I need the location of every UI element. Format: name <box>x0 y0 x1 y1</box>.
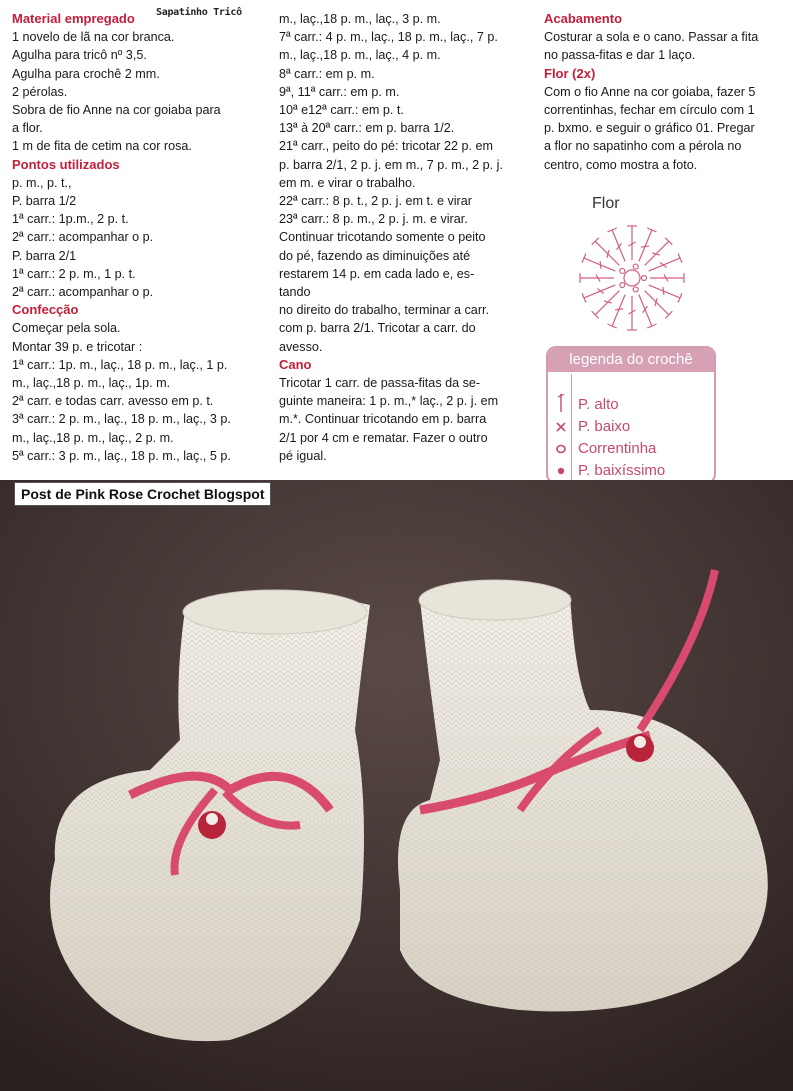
text-line: 1ª carr.: 2 p. m., 1 p. t. <box>12 266 136 281</box>
text-line: 8ª carr.: em p. m. <box>279 66 375 81</box>
text-line: correntinhas, fechar em círculo com 1 <box>544 103 755 118</box>
text-line: 21ª carr., peito do pé: tricotar 22 p. em <box>279 139 493 154</box>
text-line: 9ª, 11ª carr.: em p. m. <box>279 84 400 99</box>
chart-stitch <box>584 258 615 271</box>
baby-booties-photo <box>0 480 793 1091</box>
text-line: 3ª carr.: 2 p. m., laç., 18 p. m., laç., 3 p. <box>12 412 231 427</box>
text-line: 2ª carr. e todas carr. avesso em p. t. <box>12 394 214 409</box>
chart-stitch <box>649 258 680 271</box>
text-line: pé igual. <box>279 448 327 463</box>
tall-stitch-icon <box>552 394 570 416</box>
text-line: tando <box>279 285 311 300</box>
chart-stitch <box>584 285 615 298</box>
chart-stitch <box>639 295 652 326</box>
flower-chart-label: Flor <box>592 195 620 212</box>
text-line: a flor no sapatinho com a pérola no <box>544 139 742 154</box>
text-line: Costurar a sola e o cano. Passar a fita <box>544 30 759 45</box>
text-line: m., laç.,18 p. m., laç., 1p. m. <box>12 376 171 391</box>
chart-stitch <box>595 291 619 315</box>
text-line: 5ª carr.: 3 p. m., laç., 18 p. m., laç., 5 p. <box>12 448 231 463</box>
flower-crochet-chart <box>566 218 698 338</box>
text-line: p. bxmo. e seguir o gráfico 01. Pregar <box>544 121 755 136</box>
text-line: 2/1 por 4 cm e rematar. Fazer o outro <box>279 430 488 445</box>
text-line: 1ª carr.: 1p. m., laç., 18 p. m., laç., 1 p. <box>12 357 228 372</box>
chart-stitch <box>649 285 680 298</box>
text-line: com p. barra 2/1. Tricotar a carr. do <box>279 321 476 336</box>
text-line: em m. e virar o trabalho. <box>279 175 416 190</box>
text-line: 7ª carr.: 4 p. m., laç., 18 p. m., laç., 7 p. <box>279 30 498 45</box>
text-line: m., laç.,18 p. m., laç., 2 p. m. <box>12 430 174 445</box>
section-heading: Material empregado <box>12 11 135 26</box>
text-line: 2ª carr.: acompanhar o p. <box>12 285 154 300</box>
text-line: 23ª carr.: 8 p. m., 2 p. j. m. e virar. <box>279 212 468 227</box>
legend-label: P. alto <box>578 396 619 413</box>
text-column-3 <box>544 10 784 174</box>
text-line: avesso. <box>279 339 323 354</box>
legend-label: Correntinha <box>578 440 657 457</box>
text-line: do pé, fazendo as diminuições até <box>279 248 471 263</box>
text-line: centro, como mostra a foto. <box>544 157 698 172</box>
legend-title: legenda do crochê <box>548 348 714 372</box>
chart-stitch <box>595 241 619 265</box>
document-title: Sapatinho Tricô <box>156 7 242 18</box>
section-heading: Acabamento <box>544 11 623 26</box>
text-line: Com o fio Anne na cor goiaba, fazer 5 <box>544 84 756 99</box>
text-line: Sobra de fio Anne na cor goiaba para <box>12 103 221 118</box>
text-line: p. barra 2/1, 2 p. j. em m., 7 p. m., 2 p. j. <box>279 157 503 172</box>
section-heading: Cano <box>279 356 312 372</box>
legend-label: P. baixo <box>578 418 631 435</box>
legend-item-correntinha <box>548 438 714 460</box>
text-line: Agulha para tricô nº 3,5. <box>12 48 147 63</box>
chart-stitch <box>612 295 625 326</box>
text-line: guinte maneira: 1 p. m.,* laç., 2 p. j. em <box>279 394 499 409</box>
text-line: 1 m de fita de cetim na cor rosa. <box>12 139 192 154</box>
text-line: Montar 39 p. e tricotar : <box>12 339 143 354</box>
text-line: P. barra 2/1 <box>12 248 77 263</box>
text-line: P. barra 1/2 <box>12 194 77 209</box>
legend-item-p-alto <box>548 394 714 416</box>
text-line: 2ª carr.: acompanhar o p. <box>12 230 154 245</box>
text-line: restarem 14 p. em cada lado e, es- <box>279 266 475 281</box>
legend-item-p-baixissimo <box>548 460 714 482</box>
text-line: 22ª carr.: 8 p. t., 2 p. j. em t. e virar <box>279 194 472 209</box>
text-line: Agulha para crochê 2 mm. <box>12 66 160 81</box>
text-line: no direito do trabalho, terminar a carr. <box>279 303 490 318</box>
text-line: m.*. Continuar tricotando em p. barra <box>279 412 487 427</box>
text-line: Continuar tricotando somente o peito <box>279 230 486 245</box>
text-line: m., laç.,18 p. m., laç., 3 p. m. <box>279 12 441 26</box>
text-line: 2 pérolas. <box>12 84 68 99</box>
text-line: m., laç.,18 p. m., laç., 4 p. m. <box>279 48 441 63</box>
text-line: Tricotar 1 carr. de passa-fitas da se- <box>279 376 481 391</box>
chain-circle-icon <box>552 438 570 460</box>
legend-item-p-baixo <box>548 416 714 438</box>
section-heading: Confecção <box>12 302 79 318</box>
section-heading: Flor (2x) <box>544 65 596 81</box>
text-line: 1ª carr.: 1p.m., 2 p. t. <box>12 212 129 227</box>
text-line: Começar pela sola. <box>12 321 121 336</box>
text-column-2 <box>279 10 541 465</box>
text-line: 13ª à 20ª carr.: em p. barra 1/2. <box>279 121 455 136</box>
text-column-1 <box>12 10 274 465</box>
text-line: no passa-fitas e dar 1 laço. <box>544 48 696 63</box>
cross-icon <box>552 416 570 438</box>
chart-stitch <box>645 241 669 265</box>
dot-icon <box>552 460 570 482</box>
legend-label: P. baixíssimo <box>578 462 666 479</box>
post-credit-banner: Post de Pink Rose Crochet Blogspot <box>14 482 271 506</box>
text-line: 10ª e12ª carr.: em p. t. <box>279 103 404 118</box>
text-line: a flor. <box>12 121 43 136</box>
crochet-legend <box>546 346 716 484</box>
section-heading: Pontos utilizados <box>12 156 120 172</box>
text-line: p. m., p. t., <box>12 175 72 190</box>
chart-stitch <box>639 230 652 261</box>
chart-stitch <box>612 230 625 261</box>
text-line: 1 novelo de lã na cor branca. <box>12 30 175 45</box>
chart-stitch <box>645 291 669 315</box>
